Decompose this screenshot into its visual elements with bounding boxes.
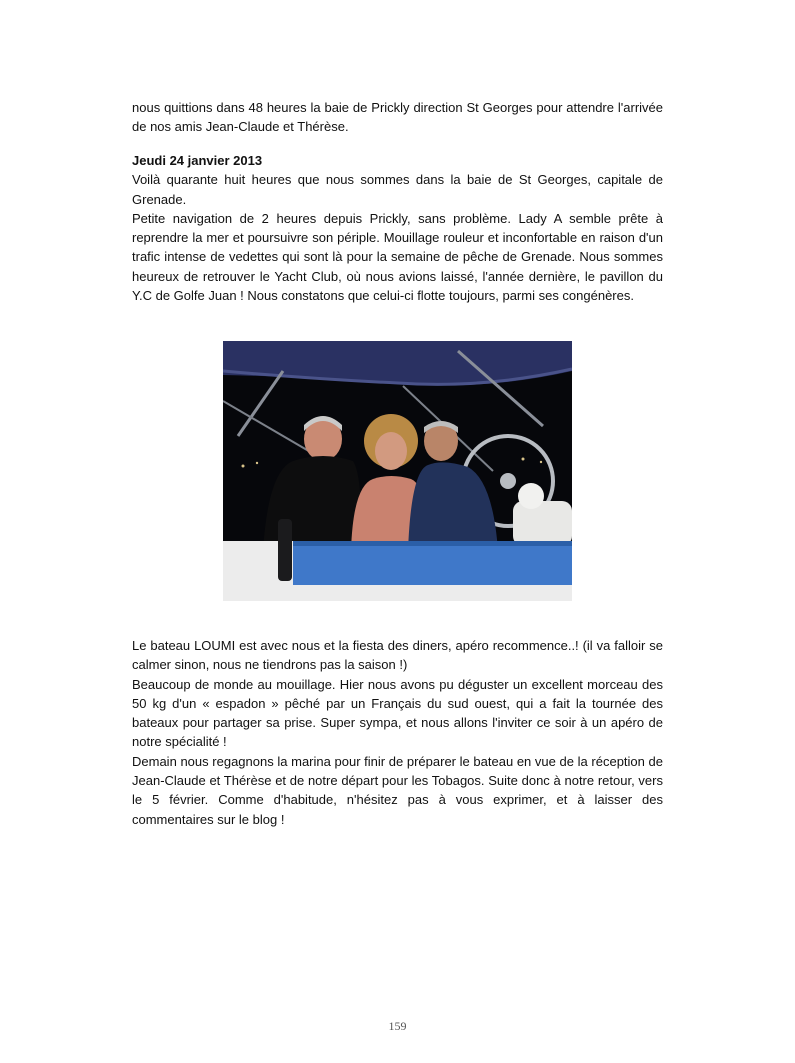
intro-text-block (132, 98, 663, 137)
closing-text-block (132, 636, 663, 829)
paragraph: Beaucoup de monde au mouillage. Hier nous avons pu déguster un excellent morceau des 50 kg d'un « espadon » pêché par un Français du sud ouest, qui a fait la tournée des bateaux pour partager sa prise. Super sympa, et nous allons l'inviter ce soir à un apéro de notre spécialité ! (132, 676, 663, 750)
boat-party-photo (223, 341, 572, 601)
paragraph: nous quittions dans 48 heures la baie de Prickly direction St Georges pour attendre l'arrivée de nos amis Jean-Claude et Thérèse. (132, 100, 663, 135)
journal-entry (132, 151, 663, 305)
paragraph: Voilà quarante huit heures que nous sommes dans la baie de St Georges, capitale de Grenade. (132, 172, 663, 207)
paragraph: Petite navigation de 2 heures depuis Prickly, sans problème. Lady A semble prête à reprendre la mer et poursuivre son périple. Mouillage rouleur et inconfortable en raison d'un trafic intense de vedettes qui sont là pour la semaine de pêche de Grenade. Nous sommes heureux de retrouver le Yacht Club, où nous avions laissé, l'année dernière, le pavillon du Y.C de Golfe Juan ! Nous constatons que celui-ci flotte toujours, parmi ses congénères. (132, 210, 663, 304)
page-number: 159 (388, 1019, 407, 1033)
paragraph: Demain nous regagnons la marina pour finir de préparer le bateau en vue de la réception de Jean-Claude et Thérèse et de notre départ pour les Tobagos. Suite donc à notre retour, vers le 5 février. Comme d'habitude, n'hésitez pas à vous exprimer, et à laisser des commentaires sur le blog ! (132, 753, 663, 827)
entry-date-heading: Jeudi 24 janvier 2013 (132, 153, 263, 168)
paragraph: Le bateau LOUMI est avec nous et la fiesta des diners, apéro recommence..! (il va falloir se calmer sinon, nous ne tiendrons pas la saison !) (132, 638, 663, 673)
